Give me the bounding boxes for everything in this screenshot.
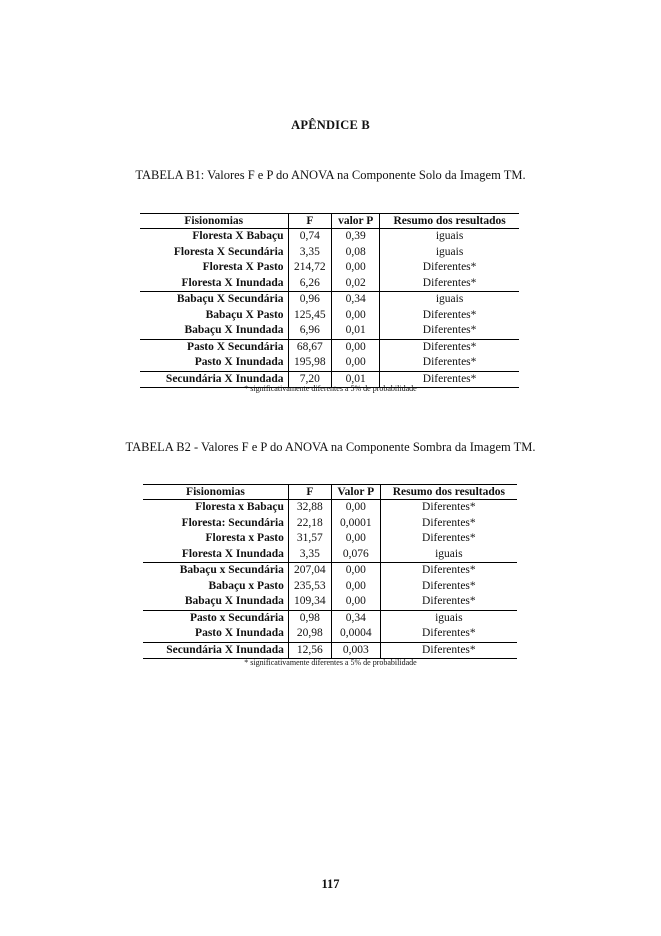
row-result: Diferentes* (422, 308, 477, 321)
row-f: 125,45 (288, 308, 332, 324)
row-name: Floresta: Secundária (143, 516, 288, 532)
row-f: 22,18 (288, 516, 331, 532)
row-p: 0,00 (331, 579, 380, 595)
table-row (143, 563, 517, 579)
row-result: Diferentes* (422, 501, 476, 514)
row-name: Secundária X Inundada (143, 642, 288, 659)
row-f: 3,35 (288, 547, 331, 563)
row-f: 32,88 (288, 500, 331, 516)
table-row (143, 500, 517, 516)
table1-footnote: * significativamente diferentes a 5% de probabilidade (244, 384, 417, 393)
row-name: Babaçu x Pasto (143, 579, 288, 595)
row-result: Diferentes* (422, 516, 476, 529)
table1-header-row (140, 214, 519, 229)
row-p: 0,02 (332, 276, 380, 292)
row-result: Diferentes* (380, 339, 519, 355)
row-p: 0,00 (332, 355, 380, 371)
row-result: Diferentes* (422, 579, 476, 592)
row-result: Diferentes* (422, 532, 476, 545)
table-row (143, 594, 517, 610)
table1-header-fisionomias: Fisionomias (140, 214, 288, 229)
table-row (143, 579, 517, 595)
row-f: 7,20 (288, 371, 332, 388)
row-name: Floresta X Babaçu (140, 229, 288, 245)
row-p: 0,00 (331, 594, 380, 610)
row-name: Babaçu X Inundada (143, 594, 288, 610)
row-p: 0,00 (332, 308, 380, 324)
row-name: Babaçu X Inundada (140, 323, 288, 339)
row-name: Floresta x Pasto (143, 531, 288, 547)
row-result: Diferentes* (422, 276, 477, 289)
table-row (140, 260, 519, 276)
row-p: 0,34 (331, 610, 380, 626)
table2-header-fisionomias: Fisionomias (143, 485, 288, 500)
row-result: Diferentes* (422, 261, 477, 274)
appendix-heading: APÊNDICE B (291, 118, 370, 132)
row-name: Floresta X Inundada (143, 547, 288, 563)
row-f: 68,67 (288, 339, 332, 355)
row-p: 0,00 (332, 339, 380, 355)
row-p: 0,00 (331, 563, 380, 579)
table1-header-f: F (288, 214, 332, 229)
row-p: 0,00 (331, 500, 380, 516)
row-name: Pasto X Inundada (143, 626, 288, 642)
row-name: Floresta X Secundária (140, 245, 288, 261)
row-f: 20,98 (288, 626, 331, 642)
table-row (143, 531, 517, 547)
row-result: iguais (380, 610, 517, 626)
row-p: 0,003 (331, 642, 380, 659)
row-name: Pasto x Secundária (143, 610, 288, 626)
row-name: Floresta X Inundada (140, 276, 288, 292)
table-row (143, 610, 517, 626)
row-f: 6,26 (288, 276, 332, 292)
table2-footnote: * significativamente diferentes a 5% de probabilidade (244, 658, 417, 667)
row-name: Secundária X Inundada (140, 371, 288, 388)
row-f: 3,35 (288, 245, 332, 261)
row-p: 0,34 (332, 292, 380, 308)
row-p: 0,39 (332, 229, 380, 245)
table-row (143, 547, 517, 563)
row-p: 0,0004 (331, 626, 380, 642)
row-p: 0,00 (332, 260, 380, 276)
row-f: 207,04 (288, 563, 331, 579)
row-name: Babaçu X Secundária (140, 292, 288, 308)
table-row (140, 355, 519, 371)
row-f: 235,53 (288, 579, 331, 595)
row-p: 0,08 (332, 245, 380, 261)
row-result: Diferentes* (422, 356, 477, 369)
table-row (140, 308, 519, 324)
row-result: Diferentes* (422, 324, 477, 337)
row-name: Floresta X Pasto (140, 260, 288, 276)
row-f: 12,56 (288, 642, 331, 659)
row-name: Pasto X Inundada (140, 355, 288, 371)
row-f: 6,96 (288, 323, 332, 339)
row-f: 31,57 (288, 531, 331, 547)
table2-header-row (143, 485, 517, 500)
row-f: 0,96 (288, 292, 332, 308)
table2-header-p: Valor P (331, 485, 380, 500)
row-result: iguais (435, 230, 464, 243)
row-p: 0,076 (331, 547, 380, 563)
row-result: iguais (435, 547, 463, 560)
page-number: 117 (321, 877, 340, 891)
row-f: 214,72 (288, 260, 332, 276)
row-result: Diferentes* (380, 371, 519, 388)
row-p: 0,01 (332, 323, 380, 339)
row-f: 0,98 (288, 610, 331, 626)
row-result: Diferentes* (422, 595, 476, 608)
row-result: Diferentes* (380, 642, 517, 659)
row-result: iguais (435, 245, 464, 258)
row-f: 0,74 (288, 229, 332, 245)
row-name: Pasto X Secundária (140, 339, 288, 355)
table2-header-f: F (288, 485, 331, 500)
table1-header-p: valor P (332, 214, 380, 229)
row-name: Babaçu x Secundária (143, 563, 288, 579)
row-result: iguais (380, 292, 519, 308)
row-p: 0,0001 (331, 516, 380, 532)
table-row (140, 323, 519, 339)
table1-caption: TABELA B1: Valores F e P do ANOVA na Componente Solo da Imagem TM. (135, 168, 526, 182)
table-row (140, 292, 519, 308)
row-result: Diferentes* (422, 627, 476, 640)
row-name: Floresta x Babaçu (143, 500, 288, 516)
table1-header-result: Resumo dos resultados (380, 214, 519, 229)
table-row (140, 339, 519, 355)
table-row (143, 642, 517, 659)
table-row (143, 516, 517, 532)
table-row (140, 245, 519, 261)
row-result: Diferentes* (380, 563, 517, 579)
table2-header-result: Resumo dos resultados (380, 485, 517, 500)
row-f: 109,34 (288, 594, 331, 610)
row-name: Babaçu X Pasto (140, 308, 288, 324)
table2 (143, 484, 517, 659)
table-row (143, 626, 517, 642)
table2-caption: TABELA B2 - Valores F e P do ANOVA na Componente Sombra da Imagem TM. (125, 440, 536, 454)
row-f: 195,98 (288, 355, 332, 371)
row-p: 0,01 (332, 371, 380, 388)
table-row (140, 229, 519, 245)
row-p: 0,00 (331, 531, 380, 547)
table-row (140, 276, 519, 292)
table1 (140, 213, 519, 388)
